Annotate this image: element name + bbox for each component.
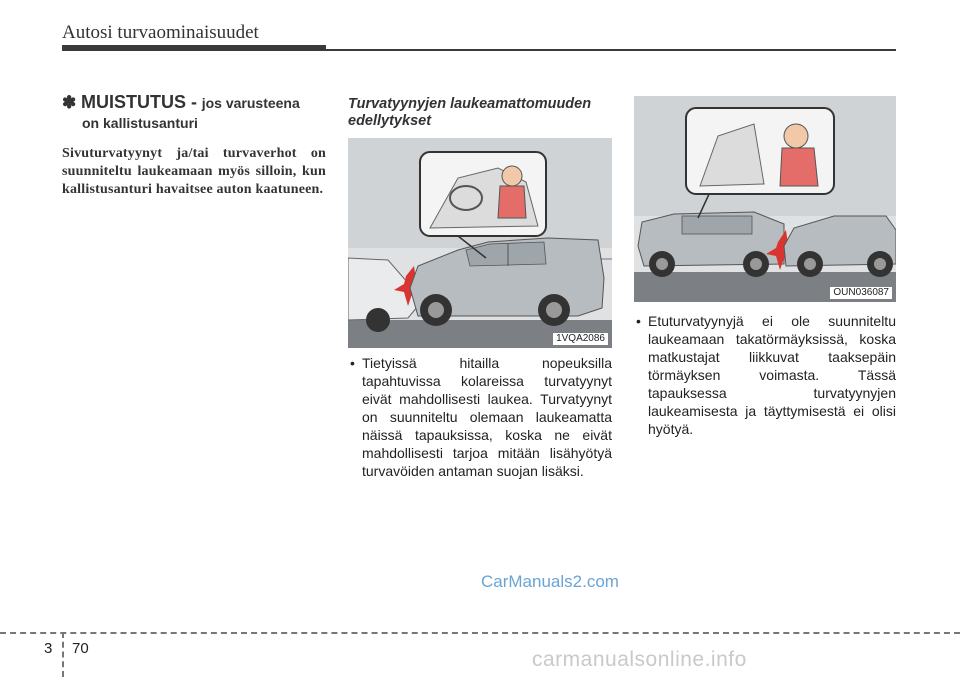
note-section (62, 92, 326, 199)
collision-illustration (348, 138, 612, 348)
site-watermark: carmanualsonline.info (532, 648, 747, 671)
figure-code: OUN036087 (830, 287, 892, 299)
note-title-suffix: jos varusteena (201, 95, 300, 111)
note-title: MUISTUTUS - (80, 92, 197, 112)
page-header-title: Autosi turvaominaisuudet (62, 22, 259, 43)
bullet-text: Tietyissä hitailla nopeuksilla tapahtuvissa kolareissa turvatyynyt eivät mahdollisesti laukea. Turvatyynyt on suunniteltu olemaan laukeamatta näissä tapauksissa, koska ne eivät mahdollisesti tarjoa mitään lisähyötyä turvavöiden antaman suojan lisäksi. (362, 355, 612, 479)
figure-low-speed-collision (348, 138, 612, 348)
section-heading: Turvatyynyjen laukeamattomuuden edellytykset (348, 96, 592, 129)
note-heading (62, 92, 326, 113)
bullet-item (350, 354, 612, 480)
note-symbol-icon: ✽ (62, 93, 77, 112)
bullet-text: Etuturvatyynyjä ei ole suunniteltu laukeamaan takatörmäyksissä, koska matkustajat liikkuvat taaksepäin törmäyksen voimasta. Tässä tapauksessa turvatyynyjen laukeamisesta ja täyttymisestä ei olisi hyötyä. (648, 313, 896, 437)
figure-rear-collision (634, 96, 896, 302)
note-title-line2: on kallistusanturi (82, 115, 198, 131)
header-rule-thin (326, 49, 896, 51)
bullet-dot-icon: • (350, 355, 355, 371)
footer-vertical-divider (62, 632, 64, 677)
rear-collision-illustration (634, 96, 896, 302)
page-number: 70 (72, 640, 89, 657)
footer-divider (0, 632, 960, 634)
bullet-item (636, 312, 896, 438)
figure-code: 1VQA2086 (553, 333, 608, 345)
watermark-link[interactable]: CarManuals2.com (481, 572, 619, 591)
note-body: Sivuturvatyynyt ja/tai turvaverhot on suunniteltu laukeamaan myös silloin, kun kallistusanturi havaitsee auton kaatuneen. (62, 146, 326, 197)
bullet-dot-icon: • (636, 313, 641, 329)
chapter-number: 3 (44, 640, 53, 657)
header-rule-thick (62, 45, 326, 51)
